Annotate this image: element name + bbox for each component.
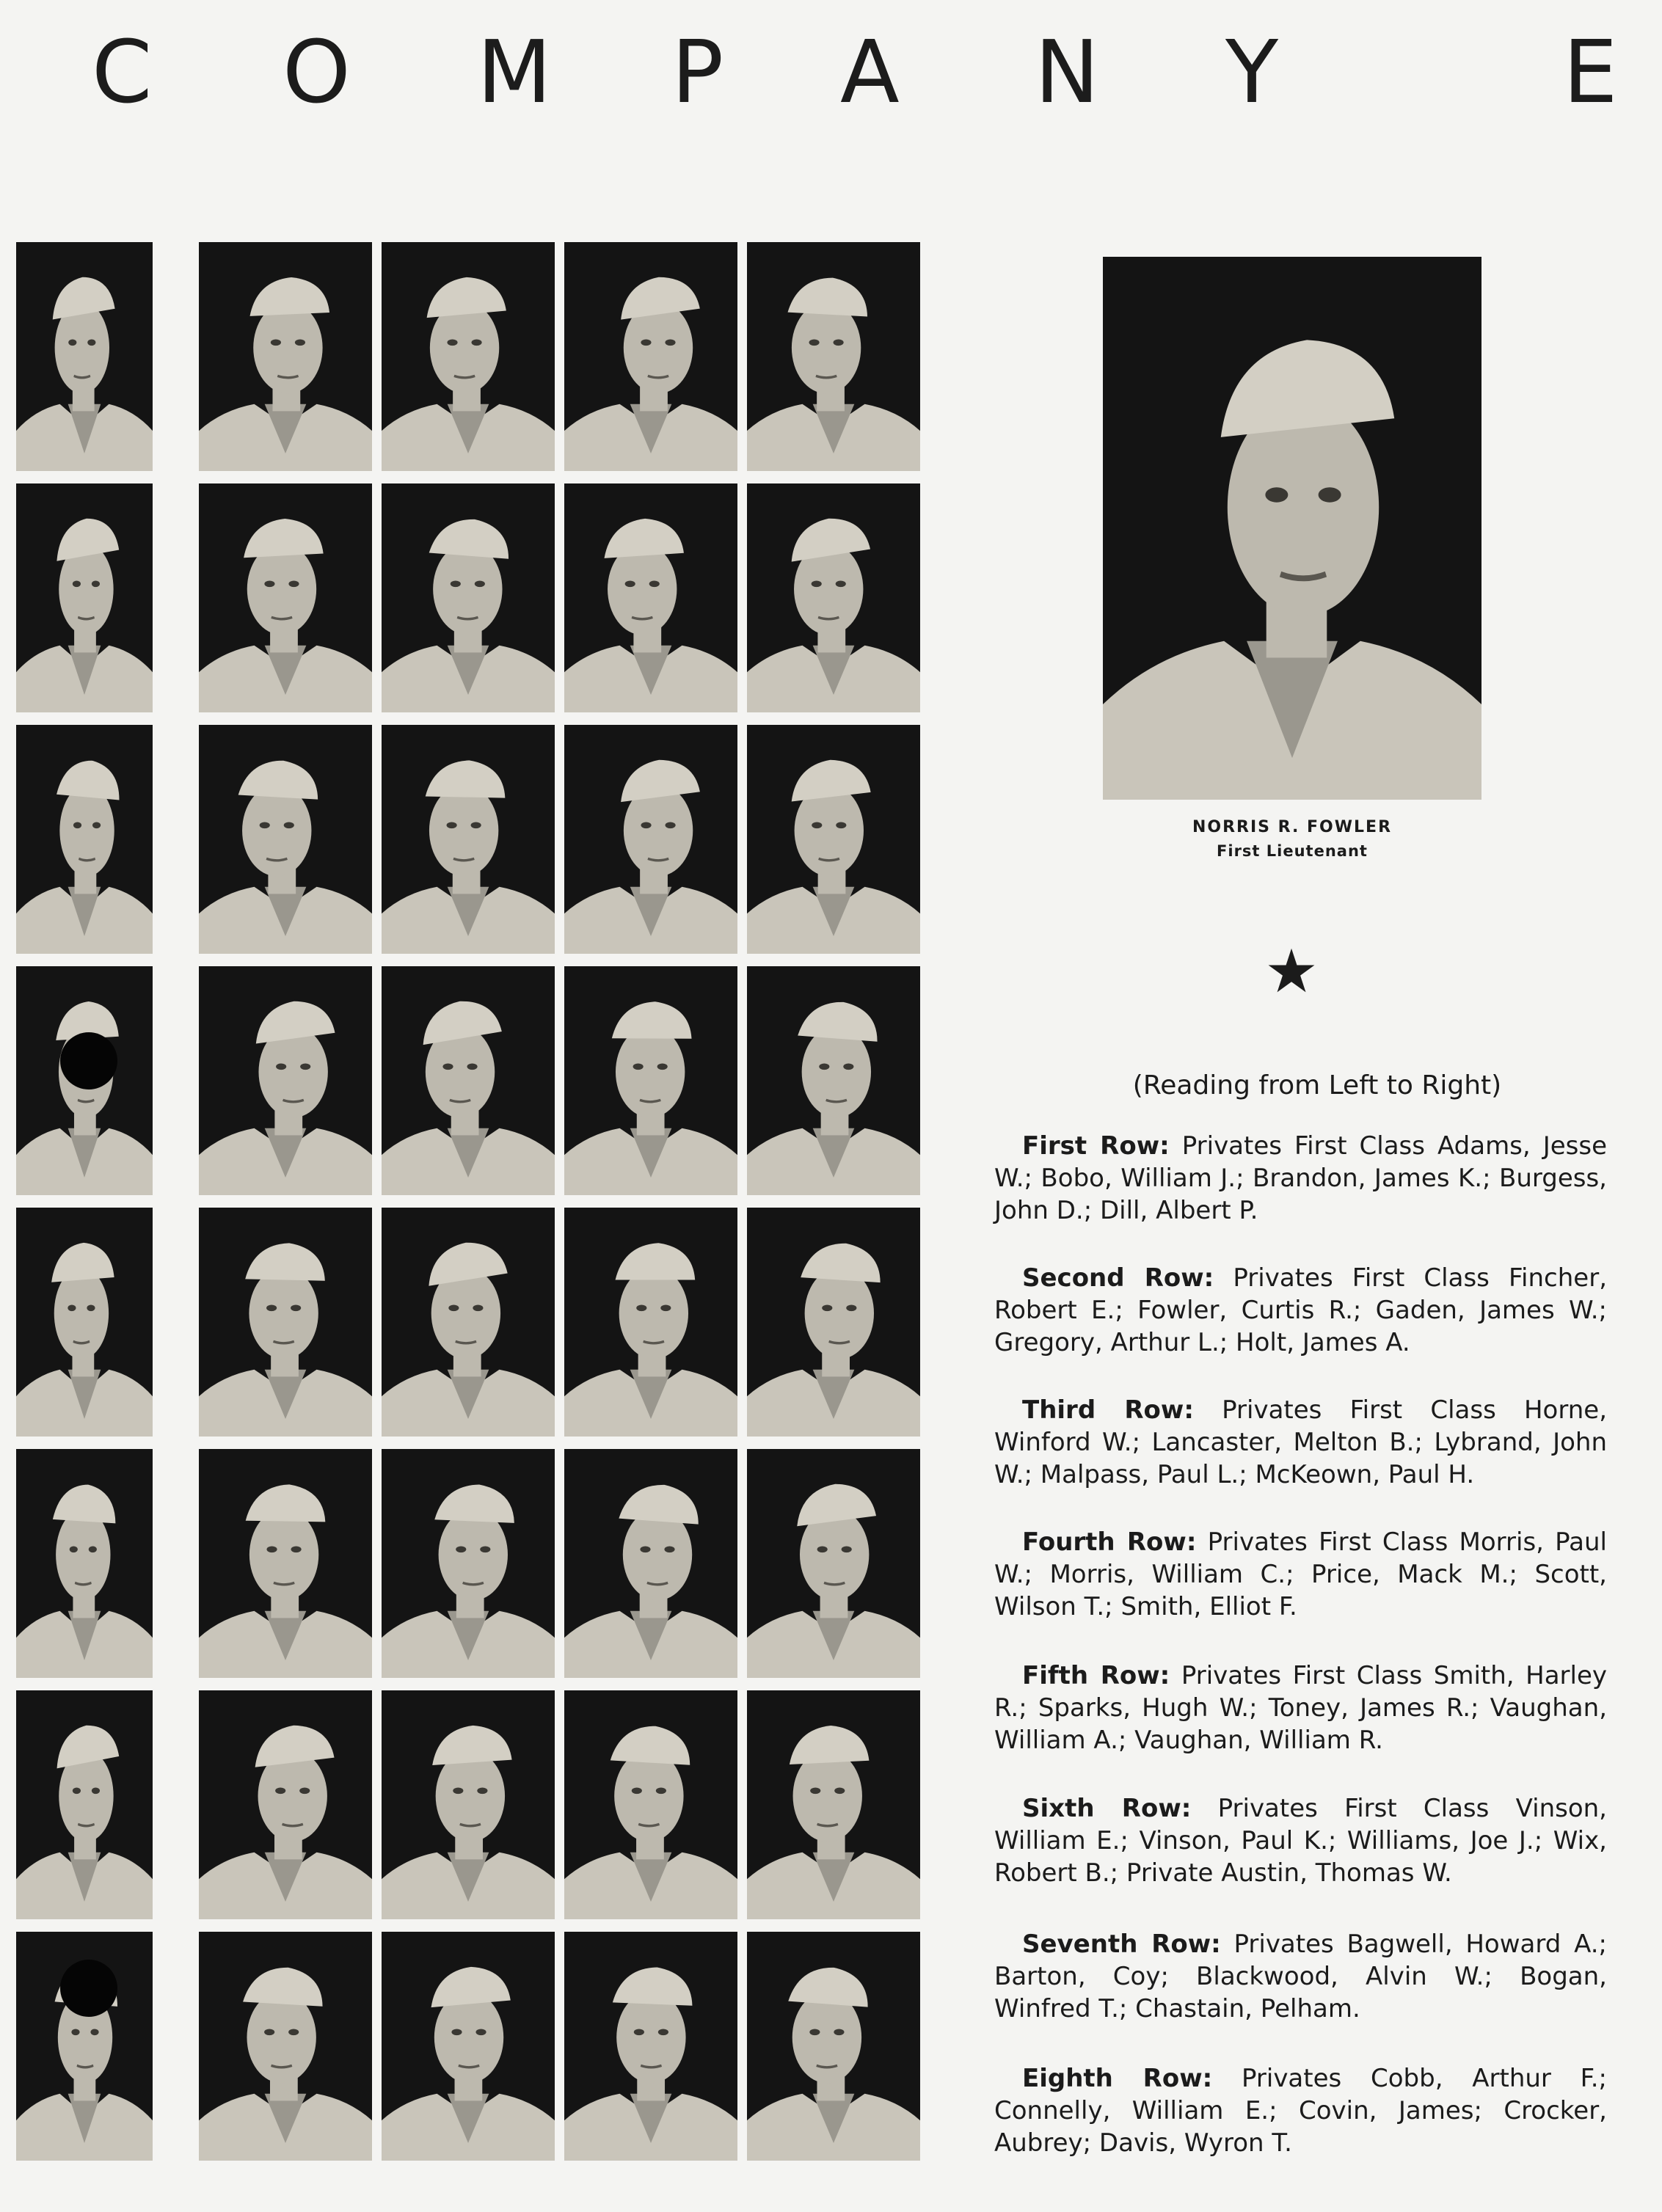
- roster-row-names: Privates Bagwell, Howard A.; Barton, Coy; Blackwood, Alvin W.; Bogan, Winfred T.; Chastain, Pelham.: [994, 1930, 1607, 2023]
- soldier-portrait: [747, 1449, 920, 1678]
- soldier-portrait: [747, 1690, 920, 1919]
- soldier-portrait: [564, 1449, 737, 1678]
- roster-row-label: Seventh Row:: [1022, 1930, 1221, 1959]
- soldier-portrait: [199, 1932, 372, 2161]
- soldier-portrait: [382, 242, 555, 471]
- roster-row-names: Privates First Class Horne, Winford W.; Lancaster, Melton B.; Lybrand, John W.; Malpass, Paul L.; McKeown, Paul H.: [994, 1395, 1608, 1489]
- soldier-portrait: [564, 1208, 737, 1437]
- soldier-portrait: [564, 242, 737, 471]
- soldier-portrait: [16, 725, 153, 954]
- title-letter: C: [92, 21, 153, 123]
- soldier-portrait: [16, 1449, 153, 1678]
- title-letter: E: [1563, 21, 1618, 123]
- soldier-portrait: [199, 483, 372, 712]
- officer-portrait: [1103, 257, 1481, 800]
- roster-row-label: Eighth Row:: [1022, 2064, 1213, 2093]
- soldier-portrait: [382, 1932, 555, 2161]
- soldier-portrait: [382, 1690, 555, 1919]
- roster-row: [994, 2062, 1607, 2159]
- roster-row-label: First Row:: [1022, 1131, 1170, 1161]
- title-letter: M: [477, 21, 552, 123]
- soldier-portrait: [382, 483, 555, 712]
- page-title: [0, 21, 1662, 123]
- roster-row: [994, 1262, 1607, 1359]
- soldier-portrait: [199, 242, 372, 471]
- soldier-portrait: [199, 1690, 372, 1919]
- soldier-portrait: [199, 725, 372, 954]
- soldier-portrait: [747, 242, 920, 471]
- soldier-portrait: [199, 966, 372, 1195]
- roster-row: [994, 1792, 1607, 1889]
- soldier-portrait: [16, 242, 153, 471]
- officer-name: NORRIS R. FOWLER: [1192, 818, 1393, 836]
- soldier-portrait: [16, 1690, 153, 1919]
- soldier-portrait: [382, 966, 555, 1195]
- roster-row-names: Privates First Class Vinson, William E.; Vinson, Paul K.; Williams, Joe J.; Wix, Robert B.; Private Austin, Thomas W.: [994, 1794, 1607, 1888]
- officer-rank: First Lieutenant: [1217, 842, 1368, 860]
- roster-row-names: Privates First Class Fincher, Robert E.; Fowler, Curtis R.; Gaden, James W.; Gregory, Arthur L.; Holt, James A.: [994, 1263, 1607, 1357]
- soldier-portrait: [747, 483, 920, 712]
- title-letter: Y: [1225, 21, 1279, 123]
- soldier-portrait: [199, 1208, 372, 1437]
- soldier-portrait: [747, 1932, 920, 2161]
- roster-row-label: Third Row:: [1022, 1395, 1194, 1425]
- roster-row-label: Fifth Row:: [1022, 1661, 1170, 1690]
- title-letter: P: [671, 21, 724, 123]
- soldier-portrait: [382, 725, 555, 954]
- punch-hole: [60, 1032, 117, 1089]
- soldier-portrait: [16, 483, 153, 712]
- roster-row-names: Privates First Class Morris, Paul W.; Morris, William C.; Price, Mack M.; Scott, Wilson T.; Smith, Elliot F.: [994, 1527, 1607, 1621]
- roster-row-label: Sixth Row:: [1022, 1794, 1192, 1823]
- punch-hole: [60, 1960, 117, 2017]
- star-icon: ★: [1264, 937, 1319, 1007]
- roster-row: [994, 1130, 1607, 1227]
- roster-row-names: Privates Cobb, Arthur F.; Connelly, William E.; Covin, James; Crocker, Aubrey; Davis, Wyron T.: [994, 2064, 1608, 2158]
- roster-row: [994, 1394, 1607, 1491]
- soldier-portrait: [16, 1208, 153, 1437]
- soldier-portrait: [747, 1208, 920, 1437]
- soldier-portrait: [747, 725, 920, 954]
- title-letter: N: [1035, 21, 1100, 123]
- roster-row-label: Second Row:: [1022, 1263, 1214, 1293]
- soldier-portrait: [564, 966, 737, 1195]
- soldier-portrait: [564, 483, 737, 712]
- roster-row: [994, 1928, 1607, 2025]
- soldier-portrait: [382, 1449, 555, 1678]
- roster-row-names: Privates First Class Smith, Harley R.; Sparks, Hugh W.; Toney, James R.; Vaughan, William A.; Vaughan, William R.: [994, 1661, 1608, 1755]
- soldier-portrait: [564, 1932, 737, 2161]
- soldier-portrait: [747, 966, 920, 1195]
- title-letter: O: [283, 21, 351, 123]
- portrait-grid: [16, 242, 904, 2172]
- roster-row: [994, 1660, 1607, 1756]
- soldier-portrait: [564, 1690, 737, 1919]
- roster-row: [994, 1526, 1607, 1623]
- roster-row-names: Privates First Class Adams, Jesse W.; Bobo, William J.; Brandon, James K.; Burgess, John D.; Dill, Albert P.: [994, 1131, 1607, 1225]
- soldier-portrait: [382, 1208, 555, 1437]
- soldier-portrait: [564, 725, 737, 954]
- reading-note: (Reading from Left to Right): [1132, 1070, 1502, 1100]
- roster-row-label: Fourth Row:: [1022, 1527, 1197, 1557]
- title-letter: A: [840, 21, 900, 123]
- soldier-portrait: [199, 1449, 372, 1678]
